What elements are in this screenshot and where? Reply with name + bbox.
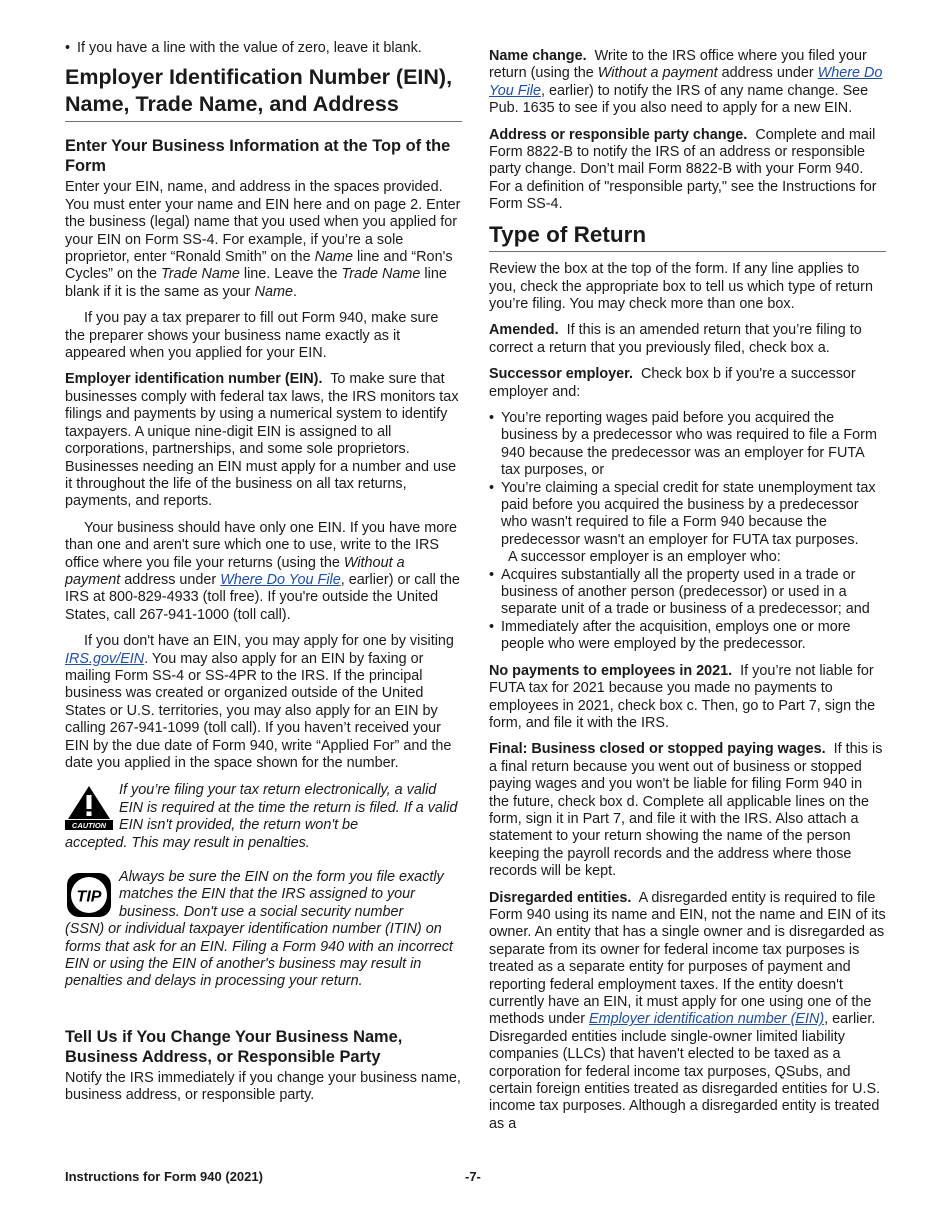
caution-note [65,782,462,852]
paragraph-name-change: Name change. Write to the IRS office where you filed your return (using the Without a payment address under Where Do You File, earlier) to notify the IRS of any name change. See Pub. 1635 to see if you also need to apply for a new EIN. [489,48,883,117]
tip-icon [65,871,113,919]
subheading-change-business-name: Tell Us if You Change Your Business Name, Business Address, or Responsible Party [65,1027,403,1066]
caution-text: If you’re filing your tax return electronically, a valid EIN is required at the time the return is filed. If a valid EIN isn't provided, the return won't be [119,782,458,834]
paragraph-address-change: Address or responsible party change. Complete and mail Form 8822-B to notify the IRS of an address or responsible party change. Don’t mail Form 8822-B with your Form 940. For a definition of "responsible party," see the Instructions for Form SS-4. [489,126,877,213]
paragraph-type-of-return: Review the box at the top of the form. If any line applies to you, check the appropriate box to tell us which type of return you’re filing. You may check more than one box. [489,261,873,312]
where-do-you-file-link[interactable]: Where Do You File [220,571,341,588]
paragraph-final-return: Final: Business closed or stopped paying wages. If this is a final return because you went out of business or stopped paying wages and you won't be liable for filing Form 940 in the future, check box d. Complete all applicable lines on the form, sign it in Part 7, and file it with the IRS. Also attach a statement to your return showing the name of the person keeping the payroll records and the address where those records will be kept. [489,741,883,880]
paragraph-successor-employer: Successor employer. Check box b if you're a successor employer and: [489,366,856,400]
paragraph-disregarded-entities: Disregarded entities. A disregarded entity is required to file Form 940 using its name and EIN, not the name and EIN of its owner. An entity that has a single owner and is disregarded as separate from its owner for federal income tax purposes is treated as a separate entity for purposes of payment and reporting federal employment taxes. If the entity doesn't currently have an EIN, it must apply for one using one of the methods under Employer identification number (EIN), earlier. Disregarded entities include single-owner limited liability companies (LLCs) that haven't elected to be taxed as a corporation for federal income tax purposes, QSubs, and certain foreign entities treated as disregarded entities for U.S. income tax purposes. Although a disregarded entity is treated as a [489,889,886,1132]
intro-bullet: • If you have a line with the value of zero, leave it blank. [65,40,462,57]
tip-label: TIP [76,888,102,906]
paragraph-no-payments: No payments to employees in 2021. If you’re not liable for FUTA tax for 2021 because you made no payments to employees in 2021, check box c. Then, go to Part 7, sign the form, and file it with the IRS. [489,662,876,731]
caution-icon [65,784,113,830]
tip-text: Always be sure the EIN on the form you file exactly matches the EIN that the IRS assigned to your business. Don't use a social security number [119,869,444,920]
paragraph-one-ein: Your business should have only one EIN. If you have more than one and aren't sure which one to use, write to the IRS office where you file your returns (using the Without a payment address under Where Do You File, earlier) or call the IRS at 800-829-4933 (toll free). If you're outside the United States, call 267-941-1000 (toll call). [65,519,460,623]
left-column [65,40,462,1105]
page-number: -7- [465,1169,481,1184]
successor-bullet-3: • Acquires substantially all the property used in a trade or business of another person (predecessor) or used in a separate unit of a trade or business of a predecessor; and [489,567,886,619]
paragraph-enter-info: Enter your EIN, name, and address in the spaces provided. You must enter your name and EIN here and on page 2. Enter the business (legal) name that you used when you applied for your EIN on Form SS-4. For example, if you’re a sole proprietor, enter “Ronald Smith” on the Name line and “Ron's Cycles” on the Trade Name line. Leave the Trade Name line blank if it is the same as your Name. [65,179,461,300]
footer-form-title: Instructions for Form 940 (2021) [65,1169,263,1184]
tip-note [65,869,462,991]
page-footer [65,1169,886,1189]
paragraph-amended: Amended. If this is an amended return that you’re filing to correct a return that you previously filed, check box a. [489,322,862,356]
successor-bullet-4: • Immediately after the acquisition, employs one or more people who were employed by the predecessor. [489,619,886,654]
subheading-enter-business-info: Enter Your Business Information at the Top of the Form [65,137,451,176]
successor-definition: A successor employer is an employer who: [508,549,781,566]
successor-bullet-2: • You’re claiming a special credit for state unemployment tax paid before you acquired the business by a predecessor who wasn't required to file a Form 940 because the predecessor wasn't an employer for FUTA tax purposes. [489,480,886,550]
paragraph-apply-ein: If you don't have an EIN, you may apply for one by visiting IRS.gov/EIN. You may also apply for an EIN by faxing or mailing Form SS-4 or SS-4PR to the IRS. If the principal business was created or organized outside of the United States or U.S. territories, you may also apply for an EIN by calling 267-941-1099 (toll call). If you haven’t received your EIN by the due date of Form 940, write “Applied For” and the date you applied in the space shown for the number. [65,633,454,771]
irs-gov-ein-link[interactable]: IRS.gov/EIN [65,650,145,667]
successor-bullet-1: • You’re reporting wages paid before you acquired the business by a predecessor who was required to file a Form 940 because the predecessor was an employer for FUTA tax purposes, or [489,410,886,480]
caution-label: CAUTION [71,821,107,831]
paragraph-notify-irs: Notify the IRS immediately if you change your business name, business address, or responsible party. [65,1069,461,1104]
paragraph-tax-preparer: If you pay a tax preparer to fill out Form 940, make sure the preparer shows your business name exactly as it appeared when you applied for your EIN. [65,310,439,362]
caution-text-continued: accepted. This may result in penalties. [65,834,310,851]
right-column [489,48,886,1133]
section-heading-ein: Employer Identification Number (EIN), Name, Trade Name, and Address [65,64,462,122]
paragraph-ein-definition: Employer identification number (EIN). To make sure that businesses comply with federal tax laws, the IRS monitors tax filings and payments by using a numerical system to identify taxpayers. A unique nine-digit EIN is assigned to all corporations, partnerships, and some sole proprietors. Businesses needing an EIN must apply for a number and use it throughout the life of the business on all tax returns, payments, and reports. [65,371,459,510]
tip-text-continued: (SSN) or individual taxpayer identification number (ITIN) on forms that ask for an EIN. Filing a Form 940 with an incorrect EIN or using the EIN of another's business may result in penalties and delays in processing your return. [65,921,453,990]
where-do-you-file-link-2[interactable]: Where Do You File [489,65,883,99]
ein-section-link[interactable]: Employer identification number (EIN) [589,1011,825,1028]
section-heading-type-of-return: Type of Return [489,222,886,253]
